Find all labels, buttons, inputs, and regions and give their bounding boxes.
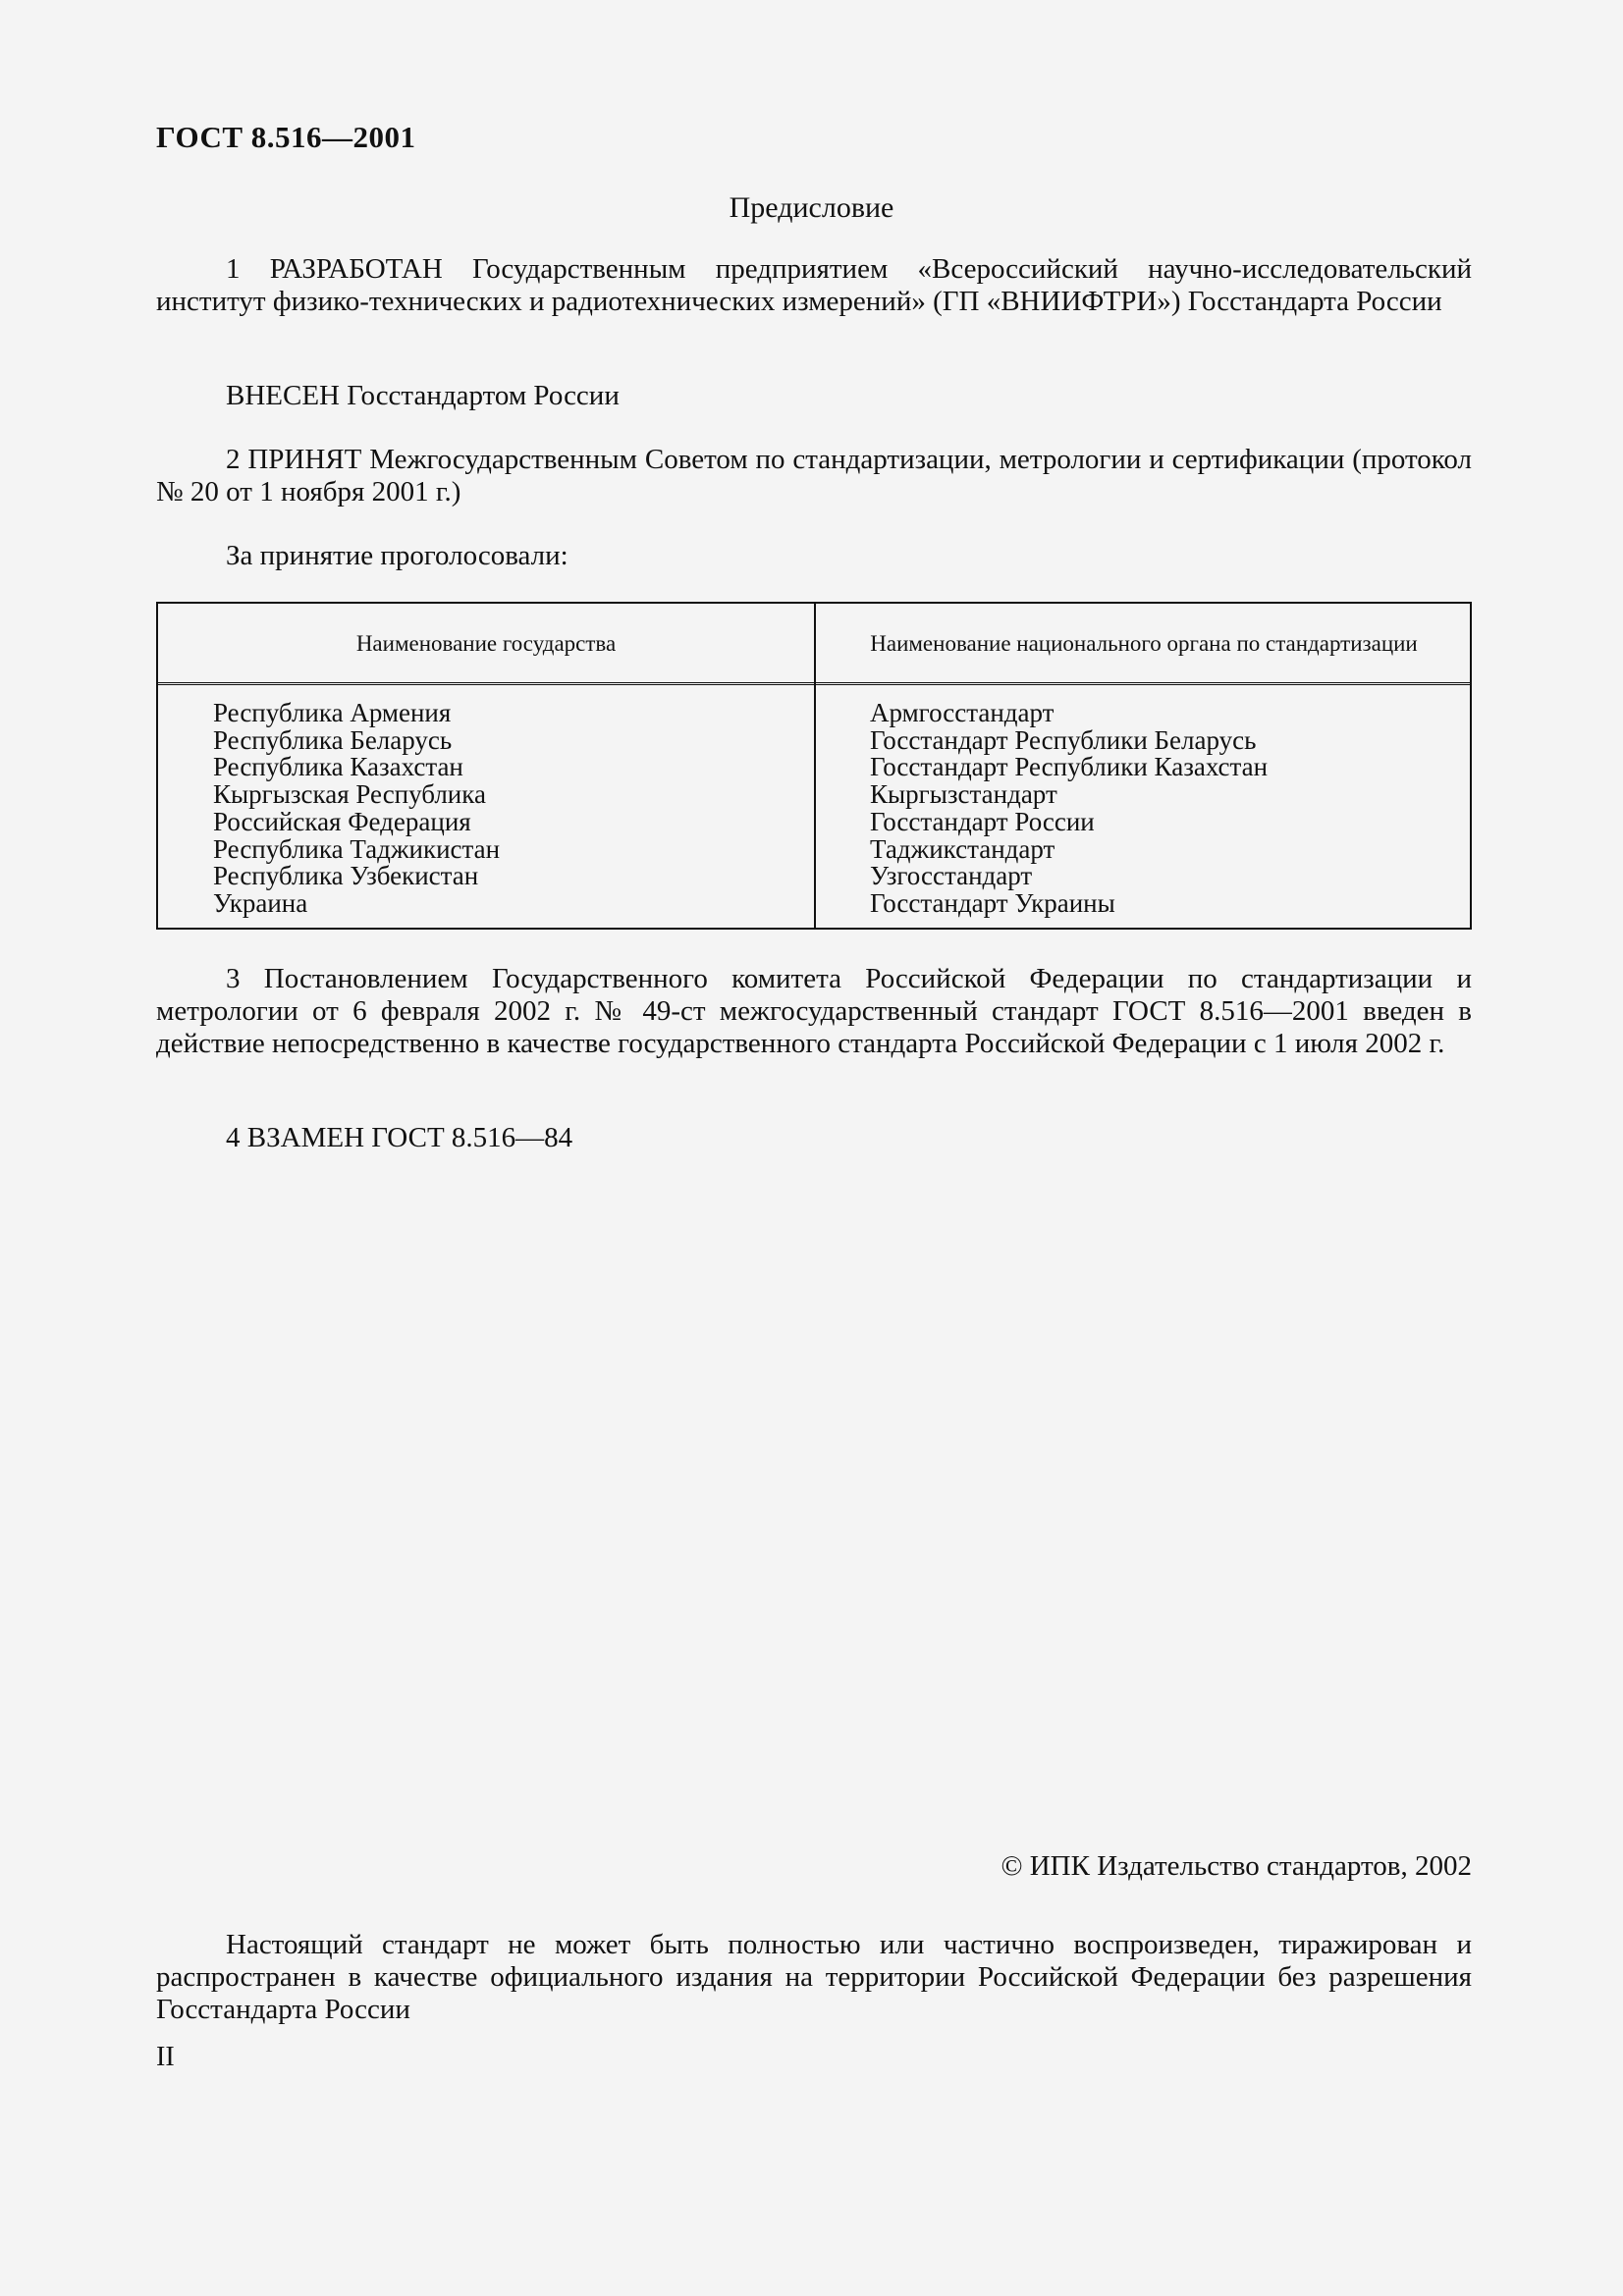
table-header-state: Наименование государства — [355, 631, 617, 656]
list-item: Госстандарт Республики Беларусь — [870, 724, 1257, 755]
reproduction-notice: Настоящий стандарт не может быть полностью или частично воспроизведен, тиражирован и распространен в качестве официального издания на территории Российской Федерации без разрешения Госстандарта России — [156, 1929, 1472, 2025]
paragraph-resolution: 3 Постановлением Государственного комитета Российской Федерации по стандартизации и метрологии от 6 февраля 2002 г. № 49-ст межгосударственный стандарт ГОСТ 8.516—2001 введен в действие непосредственно в качестве государственного стандарта Российской Федерации с 1 июля 2002 г. — [156, 963, 1472, 1059]
list-item: Таджикстандарт — [870, 833, 1055, 864]
list-item: Кыргызская Республика — [213, 779, 486, 810]
list-item: Узгосстандарт — [870, 861, 1033, 891]
section-title: Предисловие — [729, 191, 894, 224]
paragraph-voted: За принятие проголосовали: — [226, 540, 568, 571]
paragraph-adopted: 2 ПРИНЯТ Межгосударственным Советом по стандартизации, метрологии и сертификации (протокол № 20 от 1 ноября 2001 г.) — [156, 444, 1472, 507]
state-list — [213, 700, 500, 918]
body-list — [870, 700, 1268, 918]
table-header-body: Наименование национального органа по стандартизации — [870, 631, 1418, 656]
list-item: Госстандарт России — [870, 806, 1095, 836]
paragraph-introduced: ВНЕСЕН Госстандартом России — [226, 380, 620, 411]
page-number: II — [156, 2042, 175, 2072]
list-item: Российская Федерация — [213, 806, 471, 836]
document-code: ГОСТ 8.516—2001 — [156, 120, 416, 154]
list-item: Республика Беларусь — [213, 724, 453, 755]
paragraph-developed: 1 РАЗРАБОТАН Государственным предприятием «Всероссийский научно-исследовательский институт физико-технических и радиотехнических измерений» (ГП «ВНИИФТРИ») Госстандарта России — [156, 253, 1472, 317]
list-item: Армгосстандарт — [870, 698, 1055, 727]
list-item: Республика Казахстан — [213, 752, 463, 782]
copyright-notice: © ИПК Издательство стандартов, 2002 — [1001, 1850, 1472, 1882]
table-header-divider — [158, 682, 1470, 685]
list-item: Украина — [213, 887, 308, 918]
list-item: Республика Таджикистан — [213, 833, 501, 864]
list-item: Госстандарт Украины — [870, 887, 1115, 918]
list-item: Кыргызстандарт — [870, 779, 1057, 810]
list-item: Республика Узбекистан — [213, 861, 479, 891]
paragraph-replaces: 4 ВЗАМЕН ГОСТ 8.516—84 — [226, 1122, 573, 1153]
list-item: Республика Армения — [213, 698, 452, 727]
list-item: Госстандарт Республики Казахстан — [870, 752, 1269, 782]
vote-table — [156, 602, 1472, 930]
